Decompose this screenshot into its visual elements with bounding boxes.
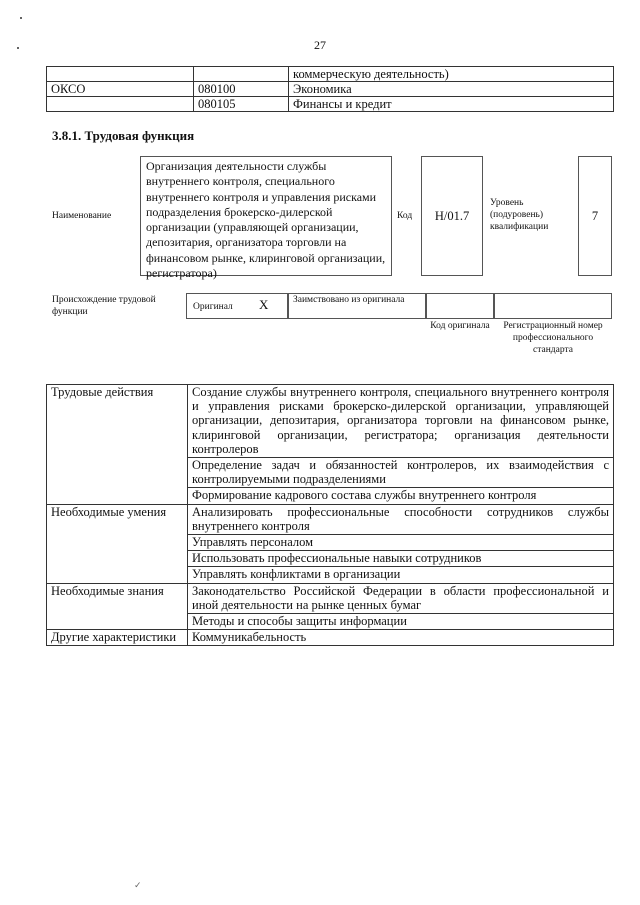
code-original-caption: Код оригинала [430,321,490,331]
table-row [47,583,614,613]
reg-number-caption: Регистрационный номер профессионального стандарта [503,321,603,355]
list-item: Коммуникабельность [188,630,614,646]
row-label-skills: Необходимые умения [47,504,188,583]
list-item: Использовать профессиональные навыки сотрудников [188,551,614,567]
original-mark: X [259,297,269,312]
name-label: Наименование [52,211,112,221]
table-row [47,82,614,97]
original-label: Оригинал [193,302,233,312]
page-number: 27 [314,38,326,52]
table-cell: 080105 [194,97,289,112]
table-cell: 080100 [194,82,289,97]
row-label-knowledge: Необходимые знания [47,583,188,630]
list-item: Управлять конфликтами в организации [188,567,614,583]
list-item: Формирование кадрового состава службы внутреннего контроля [188,488,614,504]
borrowed-label: Заимствовано из оригинала [293,295,405,305]
scan-mark: ✓ [134,880,142,890]
list-item: Законодательство Российской Федерации в области профессиональной и иной деятельности на рынке ценных бумаг [188,583,614,613]
table-cell [47,67,194,82]
table-cell: Финансы и кредит [289,97,614,112]
code-original-box [426,293,494,319]
origin-label: Происхождение трудовой функции [52,295,156,317]
qualification-level: 7 [578,156,612,276]
list-item: Определение задач и обязанностей контролеров, их взаимодействия с контролируемыми подразделениями [188,458,614,488]
list-item: Создание службы внутреннего контроля, специального внутреннего контроля и управления рисками брокерско-дилерской организации, управляющей организации, депозитария, организатора торговли на финансовом рынке, клиринговой организации, регистратора; организация деятельности контролеров [188,385,614,458]
list-item: Анализировать профессиональные способности сотрудников службы внутреннего контроля [188,504,614,534]
function-name: Организация деятельности службы внутреннего контроля, специального внутреннего контроля и управления рисками подразделения брокерско-дилерской организации (управляющей организации, депозитария, организатора торговли на финансовом рынке, клиринговой организации, регистратора) [140,156,392,276]
reg-number-box [494,293,612,319]
list-item: Управлять персоналом [188,535,614,551]
scan-speck [20,17,22,19]
function-code: Н/01.7 [421,156,483,276]
table-cell: Экономика [289,82,614,97]
table-cell [47,97,194,112]
table-cell: ОКСО [47,82,194,97]
table-row [47,97,614,112]
section-title: 3.8.1. Трудовая функция [52,128,195,143]
level-label: Уровень (подуровень) квалификации [490,198,549,232]
list-item: Методы и способы защиты информации [188,614,614,630]
table-cell [194,67,289,82]
okso-table [46,66,614,112]
table-row [47,67,614,82]
table-row [47,630,614,646]
code-label: Код [397,211,413,221]
table-row [47,385,614,458]
table-cell: коммерческую деятельность) [289,67,614,82]
function-details-table [46,384,614,646]
table-row [47,504,614,534]
row-label-labor-actions: Трудовые действия [47,385,188,505]
row-label-other: Другие характеристики [47,630,188,646]
